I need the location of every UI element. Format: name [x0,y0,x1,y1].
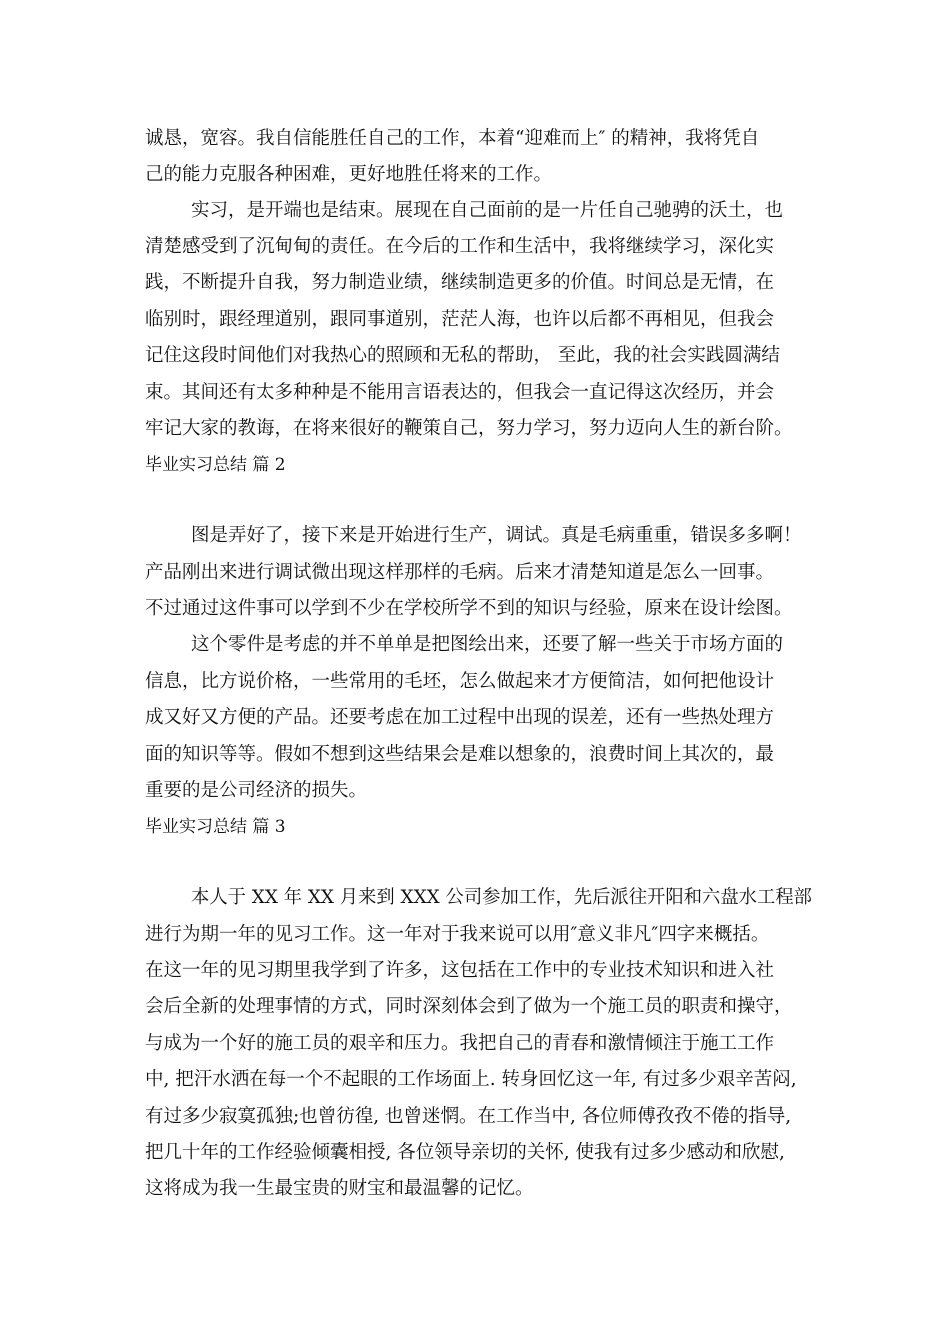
text-line: 这将成为我一生最宝贵的财宝和最温馨的记忆。 [145,1178,534,1199]
text-line: 本人于 XX 年 XX 月来到 XXX 公司参加工作，先后派往开阳和六盘水工程部 [191,887,812,908]
text-line: 实习，是开端也是结束。展现在自己面前的是一片任自己驰骋的沃土，也 [191,200,784,221]
text-line: 把几十年的工作经验倾囊相授, 各位领导亲切的关怀, 使我有过多少感动和欣慰, [145,1142,785,1163]
text-line: 牢记大家的教诲，在将来很好的鞭策自己，努力学习，努力迈向人生的新台阶。 [145,418,793,439]
text-line: 记住这段时间他们对我热心的照顾和无私的帮助， 至此，我的社会实践圆满结 [145,345,780,366]
text-line: 诚恳，宽容。我自信能胜任自己的工作，本着“迎难而上″ 的精神，我将凭自 [145,128,760,149]
text-line: 不过通过这件事可以学到不少在学校所学不到的知识与经验，原来在设计绘图。 [145,598,793,619]
text-line: 进行为期一年的见习工作。这一年对于我来说可以用″意义非凡″四字来概括。 [145,924,770,945]
text-line: 会后全新的处理事情的方式，同时深刻体会到了做为一个施工员的职责和操守， [145,996,793,1017]
text-line: 在这一年的见习期里我学到了许多，这包括在工作中的专业技术知识和进入社 [145,960,775,981]
text-line: 图是弄好了，接下来是开始进行生产，调试。真是毛病重重，错误多多啊！ [191,525,802,546]
text-line: 清楚感受到了沉甸甸的责任。在今后的工作和生活中，我将继续学习，深化实 [145,236,775,257]
text-line: 面的知识等等。假如不想到这些结果会是难以想象的，浪费时间上其次的，最 [145,744,775,765]
text-line: 产品刚出来进行调试微出现这样那样的毛病。后来才清楚知道是怎么一回事。 [145,562,775,583]
text-line: 己的能力克服各种困难，更好地胜任将来的工作。 [145,164,553,185]
text-line: 与成为一个好的施工员的艰辛和压力。我把自己的青春和激情倾注于施工工作 [145,1033,775,1054]
text-line: 中, 把汗水洒在每一个不起眼的工作场面上. 转身回忆这一年, 有过多少艰辛苦闷, [145,1069,797,1090]
text-line: 有过多少寂寞孤独;也曾彷徨, 也曾迷惘。在工作当中, 各位师傅孜孜不倦的指导, [145,1106,792,1127]
text-line: 成又好又方便的产品。还要考虑在加工过程中出现的误差，还有一些热处理方 [145,707,775,728]
text-line: 重要的是公司经济的损失。 [145,780,368,801]
text-line: 这个零件是考虑的并不单单是把图绘出来，还要了解一些关于市场方面的 [191,634,784,655]
text-line: 临别时，跟经理道别，跟同事道别，茫茫人海，也许以后都不再相见，但我会 [145,309,775,330]
section-heading: 毕业实习总结 篇 2 [145,455,286,475]
text-line: 信息，比方说价格，一些常用的毛坯，怎么做起来才方便简洁，如何把他设计 [145,671,775,692]
text-line: 束。其间还有太多种种是不能用言语表达的，但我会一直记得这次经历，并会 [145,382,775,403]
text-line: 践，不断提升自我，努力制造业绩，继续制造更多的价值。时间总是无情，在 [145,272,775,293]
section-heading: 毕业实习总结 篇 3 [145,817,286,837]
